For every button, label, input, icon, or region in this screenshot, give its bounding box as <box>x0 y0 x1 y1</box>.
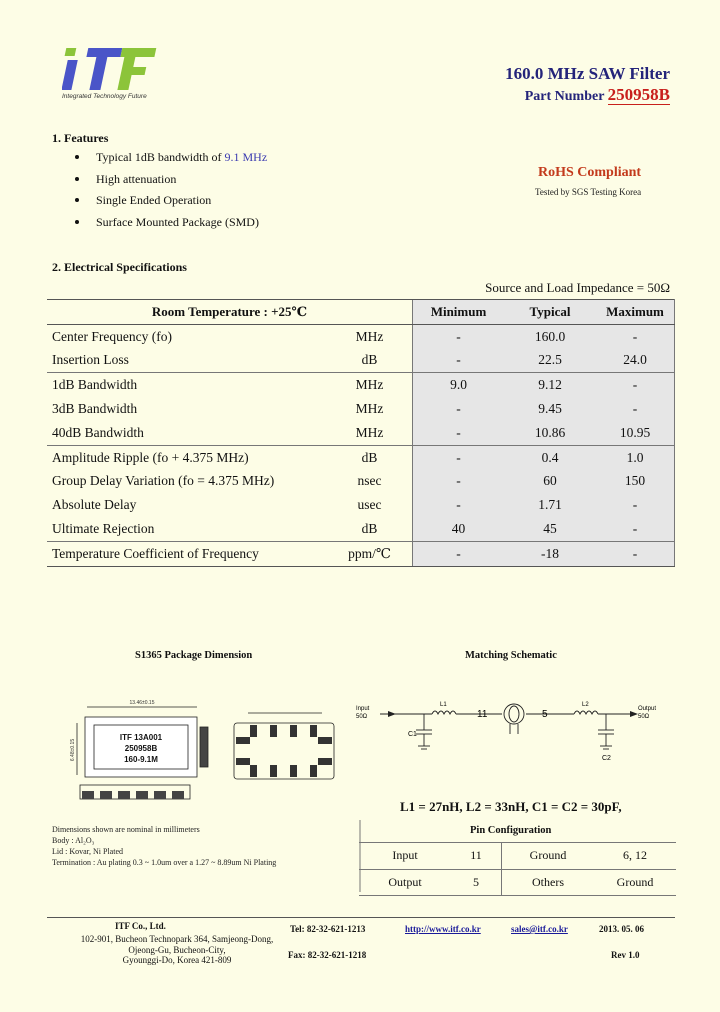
pin-number: 6, 12 <box>594 843 676 870</box>
company-name: ITF Co., Ltd. <box>115 921 166 931</box>
address-line: Ojeong-Gu, Bucheon-City, <box>128 944 226 955</box>
param-typ: 160.0 <box>504 324 596 348</box>
param-name: 3dB Bandwidth <box>52 401 138 417</box>
col-minimum: Minimum <box>413 300 505 325</box>
col-maximum: Maximum <box>596 300 675 325</box>
param-min: 9.0 <box>413 373 505 397</box>
rohs-title: RoHS Compliant <box>538 165 642 180</box>
param-name: Ultimate Rejection <box>52 521 155 537</box>
param-name: Center Frequency (fo) <box>52 328 172 344</box>
param-typ: 45 <box>504 517 596 541</box>
col-typical: Typical <box>504 300 596 325</box>
spec-row <box>47 397 675 421</box>
param-name: 1dB Bandwidth <box>47 373 327 397</box>
website-link[interactable]: http://www.itf.co.kr <box>405 924 481 934</box>
param-min: - <box>413 421 505 445</box>
logo-subtitle: Integrated Technology Future <box>62 93 147 100</box>
spec-row <box>47 324 675 348</box>
marking-line-2: 250958B <box>124 744 158 753</box>
param-typ: 10.86 <box>504 421 596 445</box>
marking-line-1: ITF 13A001 <box>119 733 163 742</box>
spec-row <box>47 517 675 541</box>
feature-item <box>72 193 267 215</box>
marking-line-3: 160-9.1M <box>124 755 158 764</box>
param-min: - <box>413 541 505 566</box>
package-notes <box>52 824 276 868</box>
pin-number: 11 <box>451 843 502 870</box>
feature-text: Surface Mounted Package (SMD) <box>96 214 259 229</box>
param-unit: dB <box>327 445 413 469</box>
specs-heading: 2. Electrical Specifications <box>52 260 187 274</box>
pin-function: Output <box>359 869 451 896</box>
bullet-icon <box>75 198 79 202</box>
feature-item <box>72 215 267 237</box>
param-name: Absolute Delay <box>52 497 137 513</box>
param-min: - <box>413 397 505 421</box>
input-ohm: 50Ω <box>356 714 368 720</box>
feature-text: Typical 1dB bandwidth of <box>96 150 225 164</box>
param-typ: 0.4 <box>504 445 596 469</box>
param-unit: dB <box>361 352 378 368</box>
param-name: 40dB Bandwidth <box>52 424 144 440</box>
company-address <box>52 934 302 966</box>
spec-row <box>47 373 675 397</box>
part-number-label: Part Number <box>524 89 605 104</box>
fax-number: Fax: 82-32-621-1218 <box>288 950 367 960</box>
pin-row <box>359 869 676 896</box>
input-label: Input <box>356 706 370 712</box>
l1-label: L1 <box>440 702 447 708</box>
bullet-icon <box>75 220 79 224</box>
param-min: 40 <box>413 517 505 541</box>
param-max: - <box>596 324 675 348</box>
document-date: 2013. 05. 06 <box>599 924 644 934</box>
features-list <box>72 150 267 236</box>
param-typ: 1.71 <box>504 493 596 517</box>
room-temp-header: Room Temperature : +25℃ <box>47 300 413 325</box>
param-unit: usec <box>357 497 382 513</box>
matching-schematic-title: Matching Schematic <box>465 650 557 661</box>
param-name: Temperature Coefficient of Frequency <box>47 541 327 566</box>
spec-header-row <box>47 300 675 325</box>
pin-number: 5 <box>451 869 502 896</box>
param-max: - <box>596 517 675 541</box>
param-typ: -18 <box>504 541 596 566</box>
pin-function: Ground <box>502 843 595 870</box>
spec-row <box>47 349 675 373</box>
output-ohm: 50Ω <box>638 714 650 720</box>
rohs-subtitle: Tested by SGS Testing Korea <box>535 187 642 197</box>
note-line: Termination : Au plating 0.3 ~ 1.0um over a 1.27 ~ 8.89um Ni Plating <box>52 858 277 867</box>
note-line: Dimensions shown are nominal in millimeters <box>52 825 200 834</box>
feature-item <box>72 150 267 172</box>
pin-function: Input <box>359 843 451 870</box>
spec-row <box>47 541 675 566</box>
part-number-value: 250958B <box>607 85 670 104</box>
param-min: - <box>413 470 505 494</box>
revision: Rev 1.0 <box>611 950 640 960</box>
param-unit: MHz <box>355 328 384 344</box>
spec-row <box>47 421 675 445</box>
l2-label: L2 <box>582 702 589 708</box>
feature-highlight: 9.1 MHz <box>224 150 268 164</box>
param-name: Group Delay Variation (fo = 4.375 MHz) <box>52 473 275 489</box>
email-link[interactable]: sales@itf.co.kr <box>511 924 568 934</box>
feature-text: High attenuation <box>96 171 177 186</box>
param-max: - <box>596 493 675 517</box>
footer-divider <box>47 917 675 918</box>
package-dimension-title: S1365 Package Dimension <box>135 650 253 661</box>
param-max: 24.0 <box>596 349 675 373</box>
param-max: - <box>596 373 675 397</box>
param-name: Insertion Loss <box>52 352 129 368</box>
pin-number: Ground <box>594 869 676 896</box>
svg-text:6.48±0.15: 6.48±0.15 <box>70 738 76 762</box>
features-heading: 1. Features <box>52 131 109 145</box>
param-max: 1.0 <box>596 445 675 469</box>
param-typ: 9.45 <box>504 397 596 421</box>
pin-config-table <box>359 842 676 896</box>
phone-number: Tel: 82-32-621-1213 <box>290 924 366 934</box>
document-title: 160.0 MHz SAW Filter <box>505 64 670 83</box>
pin-config-title: Pin Configuration <box>470 825 552 836</box>
param-typ: 9.12 <box>504 373 596 397</box>
param-unit: MHz <box>327 373 413 397</box>
part-number-row <box>525 85 670 105</box>
param-max: 10.95 <box>596 421 675 445</box>
param-unit: dB <box>361 521 378 537</box>
pin-function: Others <box>502 869 595 896</box>
address-line: Gyounggi-Do, Korea 421-809 <box>122 955 232 965</box>
address-line: 102-901, Bucheon Technopark 364, Samjeong-Dong, <box>80 934 274 944</box>
param-typ: 22.5 <box>504 349 596 373</box>
param-unit: ppm/℃ <box>327 541 413 566</box>
package-dimension-drawing <box>52 695 347 815</box>
matching-schematic <box>352 690 672 760</box>
bullet-icon <box>75 155 79 159</box>
pin-row <box>359 843 676 870</box>
param-name: Amplitude Ripple (fo + 4.375 MHz) <box>47 445 327 469</box>
note-line: Lid : Kovar, Ni Plated <box>52 847 123 856</box>
spec-row <box>47 493 675 517</box>
param-max: 150 <box>596 470 675 494</box>
param-min: - <box>413 493 505 517</box>
spec-table <box>47 299 675 567</box>
note-line: Body : Al₂O₃ <box>52 836 95 845</box>
spec-row <box>47 470 675 494</box>
impedance-note: Source and Load Impedance = 50Ω <box>485 280 670 295</box>
feature-text: Single Ended Operation <box>96 193 212 207</box>
param-min: - <box>413 445 505 469</box>
param-max: - <box>596 397 675 421</box>
c2-label: C2 <box>602 755 611 760</box>
param-unit: nsec <box>357 473 382 489</box>
param-min: - <box>413 324 505 348</box>
component-values: L1 = 27nH, L2 = 33nH, C1 = C2 = 30pF, <box>400 799 622 814</box>
param-unit: MHz <box>355 424 384 440</box>
pin-in-label: 11 <box>477 709 488 720</box>
spec-row <box>47 445 675 469</box>
output-label: Output <box>638 706 657 712</box>
bullet-icon <box>75 177 79 181</box>
param-unit: MHz <box>355 401 384 417</box>
pin-out-label: 5 <box>542 709 548 720</box>
param-min: - <box>413 349 505 373</box>
svg-text:13.46±0.15: 13.46±0.15 <box>129 700 155 706</box>
feature-item <box>72 172 267 194</box>
c1-label: C1 <box>408 731 417 738</box>
param-max: - <box>596 541 675 566</box>
param-typ: 60 <box>504 470 596 494</box>
